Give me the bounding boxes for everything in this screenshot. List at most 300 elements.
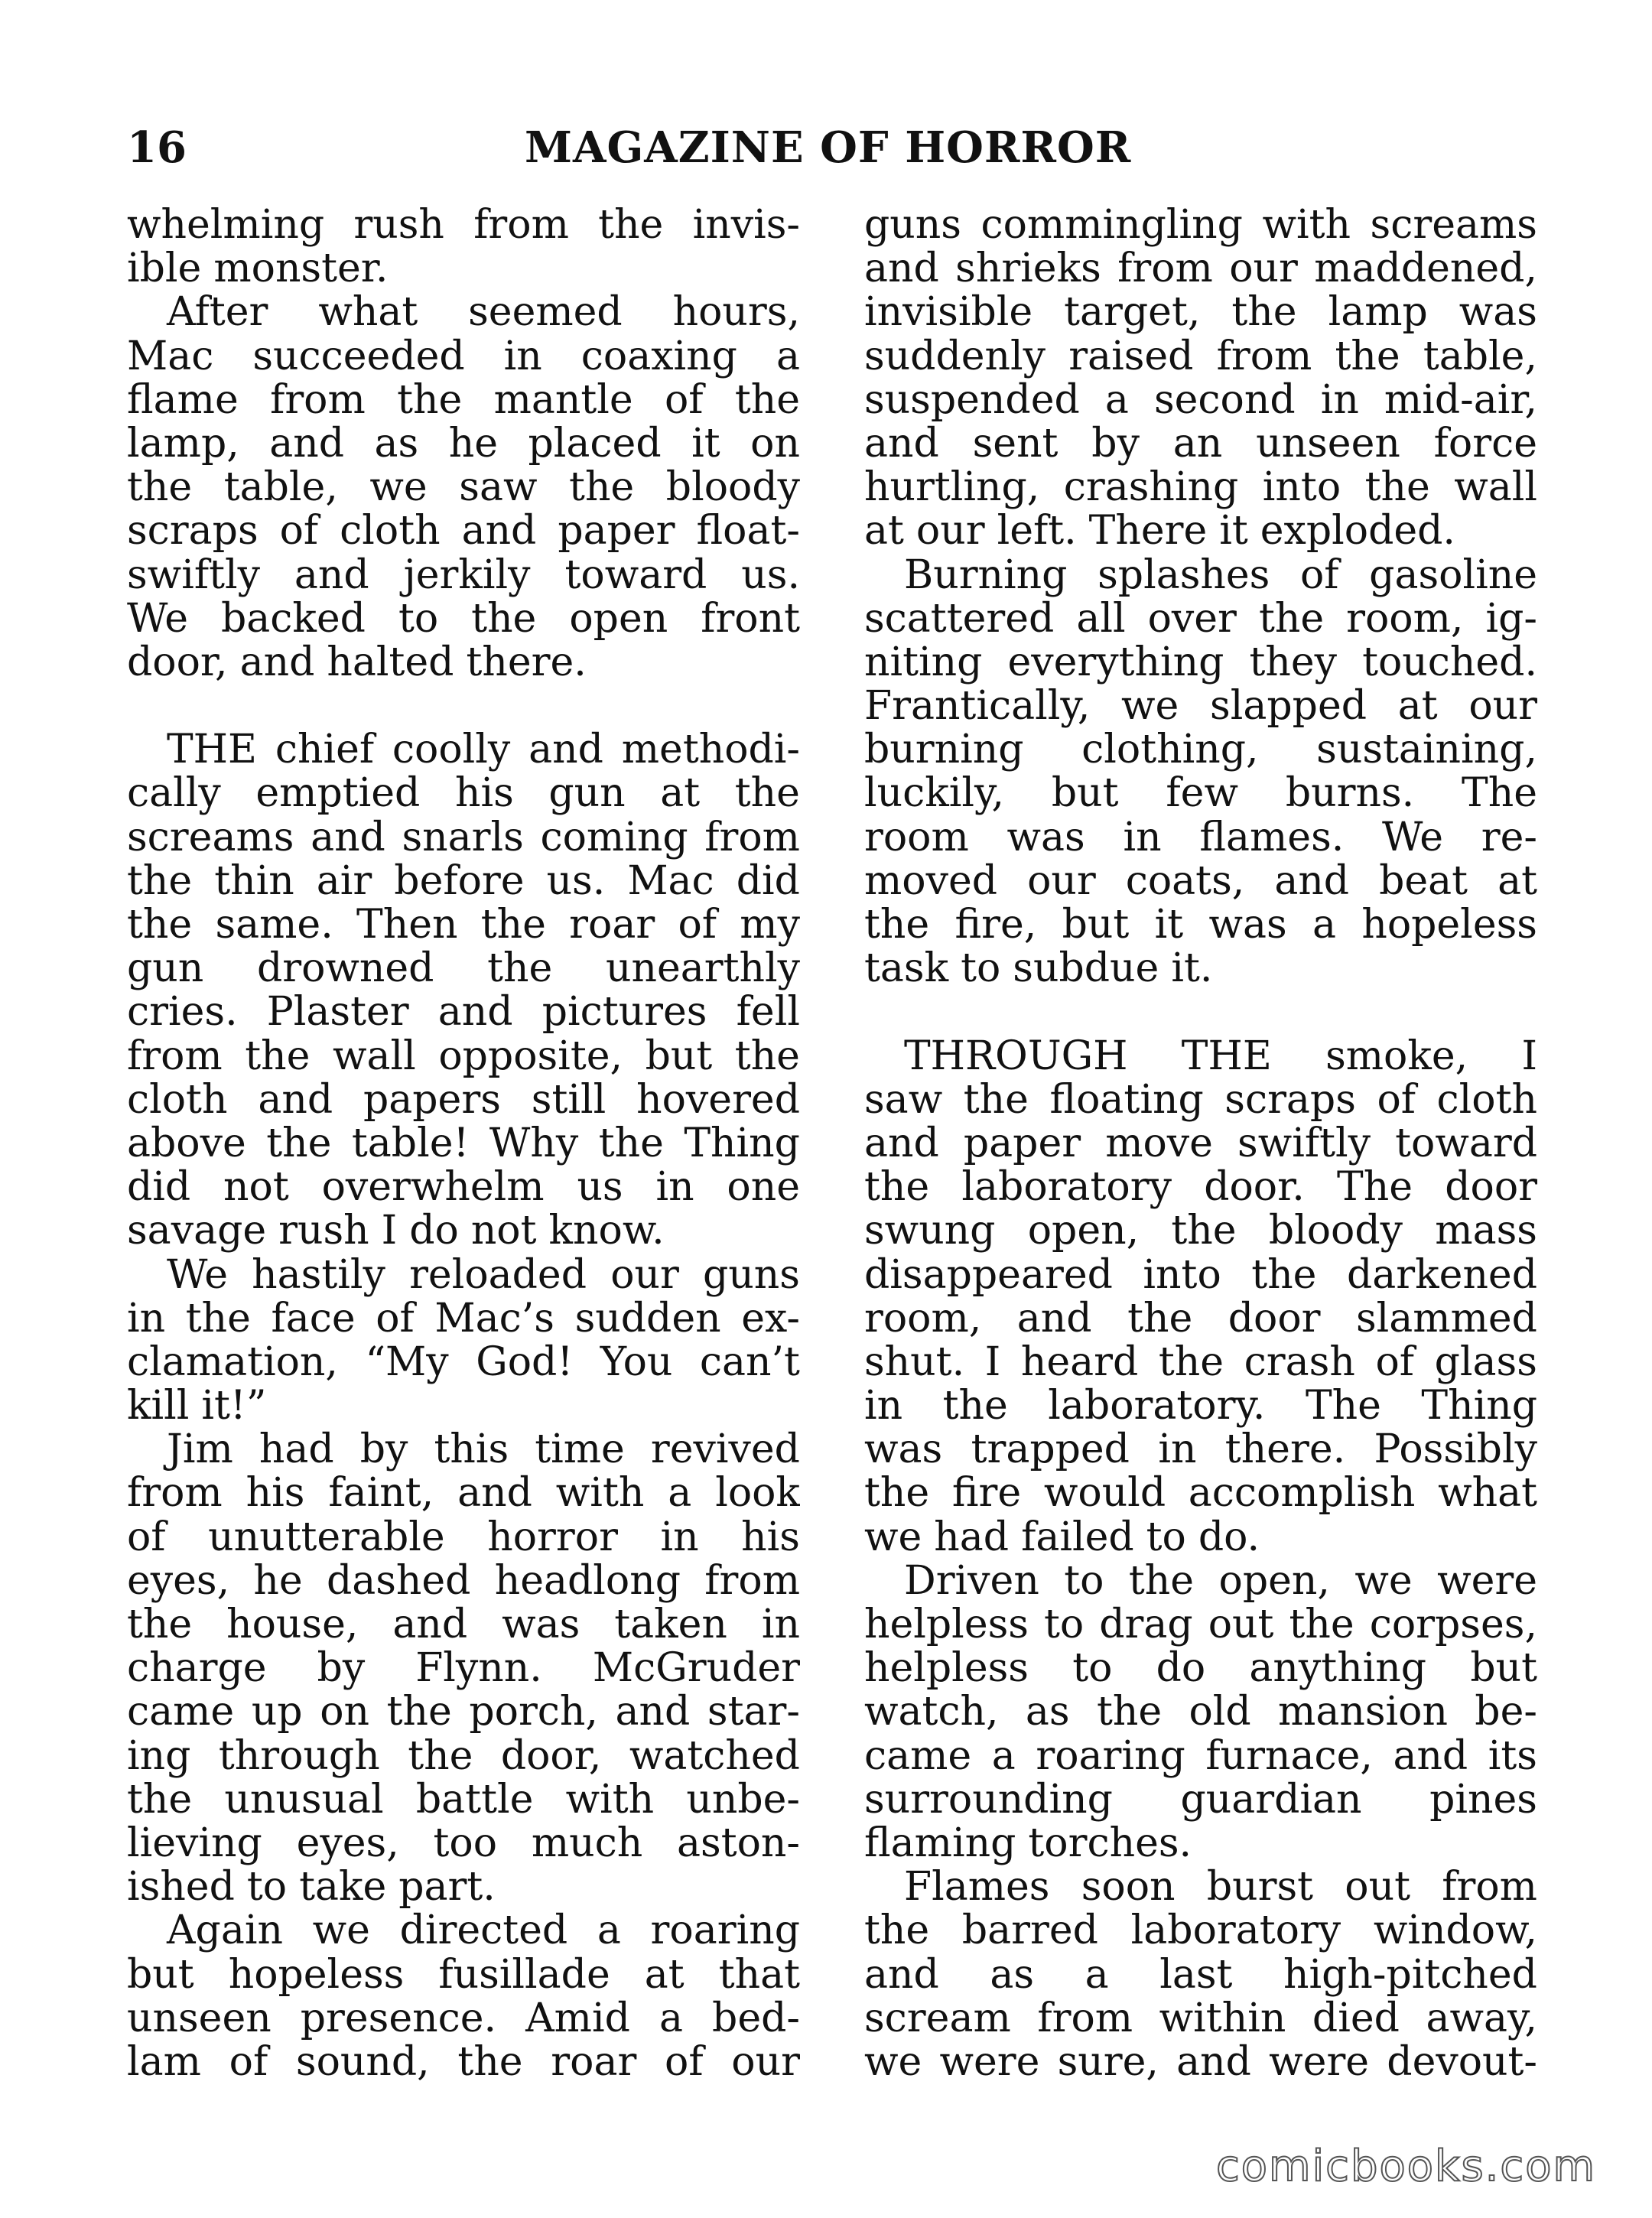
word: the bbox=[397, 376, 463, 423]
word: open, bbox=[1027, 1208, 1140, 1254]
word: a bbox=[991, 1732, 1016, 1779]
word: there. bbox=[1224, 1426, 1346, 1473]
word: mass bbox=[1435, 1208, 1537, 1254]
word: toward bbox=[1395, 1120, 1537, 1166]
word: Flynn. bbox=[415, 1645, 542, 1692]
word: re- bbox=[1481, 814, 1537, 860]
word: seemed bbox=[468, 289, 623, 336]
text-line bbox=[127, 291, 800, 334]
word: died bbox=[1312, 1995, 1400, 2041]
word: of bbox=[229, 2038, 268, 2085]
word: screams bbox=[1370, 203, 1537, 248]
word: high-pitched bbox=[1283, 1951, 1537, 1998]
word: placed bbox=[528, 420, 662, 467]
word: ex- bbox=[741, 1295, 800, 1342]
word: were bbox=[1437, 1557, 1537, 1604]
text-line bbox=[864, 1603, 1537, 1647]
word: he bbox=[253, 1557, 303, 1604]
text-line bbox=[127, 1472, 800, 1515]
word: our bbox=[1027, 857, 1096, 904]
word: crashing bbox=[1063, 464, 1239, 511]
text-line bbox=[864, 816, 1537, 860]
word: emptied bbox=[255, 770, 421, 817]
word: to bbox=[1064, 1557, 1104, 1604]
word: room bbox=[864, 814, 969, 860]
word: We bbox=[1382, 814, 1444, 860]
word: monster. bbox=[213, 246, 389, 292]
word: guns bbox=[703, 1251, 800, 1298]
word: still bbox=[531, 1076, 606, 1123]
word: Thing bbox=[1421, 1383, 1537, 1429]
word: his bbox=[246, 1470, 305, 1517]
word: unseen bbox=[1256, 420, 1400, 467]
word: we bbox=[369, 464, 428, 511]
text-line bbox=[127, 1953, 800, 1997]
word: thin bbox=[214, 857, 294, 904]
text-line bbox=[864, 1078, 1537, 1122]
text-line bbox=[127, 1428, 800, 1472]
text-line bbox=[127, 1647, 800, 1690]
word: window, bbox=[1373, 1907, 1537, 1954]
word: table! bbox=[351, 1120, 470, 1166]
text-line bbox=[127, 203, 800, 247]
word: the bbox=[127, 464, 193, 511]
word: overwhelm bbox=[321, 1164, 545, 1211]
word: horror bbox=[487, 1514, 618, 1560]
word: crash bbox=[1244, 1338, 1355, 1385]
word: star- bbox=[707, 1689, 800, 1735]
word: open bbox=[569, 595, 668, 642]
word: lamp, bbox=[127, 420, 239, 467]
text-line bbox=[864, 641, 1537, 685]
word: directed bbox=[399, 1907, 568, 1954]
word: Mac’s bbox=[434, 1295, 554, 1342]
word: what bbox=[1438, 1470, 1537, 1517]
word: it bbox=[691, 420, 720, 467]
word: door bbox=[1445, 1164, 1537, 1211]
word: were bbox=[1269, 2038, 1370, 2085]
text-line bbox=[864, 857, 1537, 904]
word: coolly bbox=[392, 727, 511, 773]
word: gun bbox=[548, 770, 626, 817]
word: the bbox=[734, 1033, 800, 1079]
text-line bbox=[864, 1516, 1537, 1559]
word: a bbox=[1104, 376, 1129, 423]
word: Flames bbox=[904, 1864, 1050, 1911]
word: kill bbox=[127, 1383, 190, 1429]
word: the bbox=[386, 1689, 452, 1735]
word: on bbox=[750, 420, 800, 467]
text-line bbox=[127, 247, 800, 291]
text-column-right bbox=[864, 203, 1537, 2100]
word: but bbox=[1062, 902, 1130, 948]
word: same. bbox=[215, 902, 333, 948]
word: us. bbox=[546, 857, 606, 904]
word: table, bbox=[1423, 333, 1537, 379]
word: I bbox=[984, 1338, 1001, 1385]
text-line bbox=[864, 947, 1537, 990]
word: out bbox=[1345, 1864, 1410, 1911]
word: luckily, bbox=[864, 770, 1005, 817]
word: flame bbox=[127, 376, 239, 423]
word: wall bbox=[332, 1033, 416, 1079]
word: everything bbox=[1007, 639, 1224, 685]
word: came bbox=[127, 1689, 235, 1735]
word: helpless bbox=[864, 1602, 1029, 1647]
word: the bbox=[734, 770, 800, 817]
word: house, bbox=[226, 1602, 359, 1647]
word: of bbox=[664, 376, 704, 423]
word: charge bbox=[127, 1645, 267, 1692]
text-line bbox=[864, 247, 1537, 291]
word: he bbox=[448, 420, 498, 467]
word: I bbox=[381, 1208, 398, 1254]
word: battle bbox=[415, 1776, 534, 1823]
word: Driven bbox=[904, 1557, 1039, 1604]
word: our bbox=[1229, 246, 1298, 292]
word: there. bbox=[466, 639, 587, 685]
word: came bbox=[864, 1732, 972, 1779]
word: drag bbox=[1099, 1602, 1193, 1647]
word: all bbox=[1076, 595, 1126, 642]
word: methodi- bbox=[621, 727, 800, 773]
word: unearthly bbox=[605, 945, 800, 992]
word: laboratory. bbox=[1048, 1383, 1266, 1429]
word: and bbox=[239, 639, 315, 685]
word: and bbox=[457, 1470, 532, 1517]
word: anything bbox=[1249, 1645, 1427, 1692]
word: disappeared bbox=[864, 1251, 1113, 1298]
word: up bbox=[251, 1689, 303, 1735]
word: the bbox=[569, 464, 635, 511]
word: taken bbox=[614, 1602, 727, 1647]
text-line bbox=[127, 1122, 800, 1166]
word: they bbox=[1249, 639, 1338, 685]
word: Mac bbox=[127, 333, 214, 379]
text-line bbox=[864, 1035, 1537, 1078]
word: Jim bbox=[167, 1426, 233, 1473]
word: Mac bbox=[627, 857, 714, 904]
word: roaring bbox=[1036, 1732, 1185, 1779]
word: the bbox=[1231, 289, 1297, 336]
page-header bbox=[127, 122, 1550, 191]
word: toward bbox=[564, 551, 707, 598]
word: in bbox=[864, 1383, 903, 1429]
word: its bbox=[1488, 1732, 1537, 1779]
word: door. bbox=[1204, 1164, 1305, 1211]
text-line bbox=[864, 1690, 1537, 1734]
word: the bbox=[127, 857, 193, 904]
word: it bbox=[1219, 508, 1248, 554]
word: air bbox=[316, 857, 372, 904]
word: jerkily bbox=[403, 551, 531, 598]
word: the bbox=[127, 902, 193, 948]
word: ible bbox=[127, 246, 202, 292]
word: from bbox=[1117, 246, 1213, 292]
word: this bbox=[434, 1426, 509, 1473]
word: would bbox=[1043, 1470, 1166, 1517]
word: but bbox=[1470, 1645, 1537, 1692]
word: watched bbox=[629, 1732, 800, 1779]
word: Amid bbox=[525, 1995, 630, 2041]
word: papers bbox=[363, 1076, 501, 1123]
word: Thing bbox=[684, 1120, 800, 1166]
word: halted bbox=[327, 639, 454, 685]
word: sustaining, bbox=[1316, 727, 1537, 773]
text-line bbox=[127, 1209, 800, 1253]
word: target, bbox=[1064, 289, 1201, 336]
word: from bbox=[704, 814, 800, 860]
word: and bbox=[1176, 2038, 1251, 2085]
word: You bbox=[600, 1338, 673, 1385]
word: but bbox=[645, 1033, 713, 1079]
text-line bbox=[127, 376, 800, 423]
word: float- bbox=[696, 508, 800, 554]
text-line bbox=[127, 466, 800, 509]
word: the bbox=[480, 902, 546, 948]
word: helpless bbox=[864, 1645, 1029, 1692]
word: mid-air, bbox=[1384, 376, 1537, 423]
word: glass bbox=[1434, 1338, 1537, 1385]
word: the bbox=[457, 2038, 523, 2085]
word: the bbox=[864, 1907, 930, 1954]
word: to bbox=[1044, 1602, 1085, 1647]
word: roar bbox=[569, 902, 655, 948]
word: pictures bbox=[541, 989, 707, 1036]
word: did bbox=[127, 1164, 191, 1211]
word: as bbox=[374, 420, 419, 467]
word: saw bbox=[864, 1076, 943, 1123]
word: and bbox=[615, 1689, 691, 1735]
word: in bbox=[127, 1295, 166, 1342]
word: in bbox=[503, 333, 542, 379]
text-line bbox=[864, 422, 1537, 466]
word: devout- bbox=[1387, 2038, 1537, 2085]
text-line bbox=[127, 1078, 800, 1122]
word: Why bbox=[489, 1120, 579, 1166]
word: of bbox=[1299, 551, 1339, 598]
word: fire bbox=[951, 1470, 1022, 1517]
text-line bbox=[127, 903, 800, 947]
word: of bbox=[1377, 1076, 1416, 1123]
word: into bbox=[1262, 464, 1341, 511]
word: unutterable bbox=[208, 1514, 445, 1560]
word: cloth bbox=[127, 1076, 228, 1123]
word: one bbox=[727, 1164, 800, 1211]
word: shut. bbox=[864, 1338, 965, 1385]
text-line bbox=[864, 335, 1537, 379]
word: of bbox=[665, 2038, 704, 2085]
word: The bbox=[1462, 770, 1537, 817]
word: of bbox=[127, 1514, 166, 1560]
word: it bbox=[1154, 902, 1184, 948]
word: within bbox=[1159, 1995, 1286, 2041]
word: the bbox=[1335, 333, 1400, 379]
word: the bbox=[127, 1602, 193, 1647]
word: to bbox=[1146, 1514, 1186, 1560]
word: coats, bbox=[1125, 857, 1245, 904]
word: and bbox=[258, 1076, 333, 1123]
word: a bbox=[597, 1907, 621, 1954]
word: chief bbox=[275, 727, 375, 773]
text-line bbox=[864, 1297, 1537, 1341]
word: were bbox=[939, 2038, 1040, 2085]
word: face bbox=[271, 1295, 356, 1342]
word: the bbox=[471, 595, 537, 642]
word: eyes, bbox=[296, 1820, 399, 1866]
word: heard bbox=[1020, 1338, 1139, 1385]
word: the bbox=[408, 1732, 473, 1779]
word: sent bbox=[972, 420, 1059, 467]
section-break bbox=[127, 685, 800, 728]
word: paper bbox=[963, 1120, 1081, 1166]
word: through bbox=[218, 1732, 380, 1779]
text-line bbox=[864, 1909, 1537, 1953]
word: God! bbox=[476, 1338, 574, 1385]
word: presence. bbox=[300, 1995, 497, 2041]
text-line bbox=[864, 1865, 1537, 1909]
word: scraps bbox=[127, 508, 259, 554]
word: coming bbox=[540, 814, 688, 860]
text-line bbox=[127, 1251, 800, 1298]
word: in bbox=[660, 1514, 699, 1560]
word: few bbox=[1166, 770, 1238, 817]
word: the bbox=[487, 945, 553, 992]
word: gasoline bbox=[1369, 551, 1537, 598]
word: fell bbox=[736, 989, 800, 1036]
word: swiftly bbox=[1237, 1120, 1371, 1166]
text-line bbox=[127, 2038, 800, 2085]
word: with bbox=[555, 1470, 645, 1517]
text-line bbox=[864, 1559, 1537, 1603]
word: by bbox=[359, 1426, 408, 1473]
word: the bbox=[864, 902, 930, 948]
word: moved bbox=[864, 857, 998, 904]
word: we bbox=[1121, 683, 1179, 730]
word: pines bbox=[1429, 1776, 1537, 1823]
word: a bbox=[668, 1470, 692, 1517]
text-line bbox=[127, 816, 800, 860]
word: our bbox=[731, 2038, 800, 2085]
word: ig- bbox=[1485, 595, 1537, 642]
text-line bbox=[127, 1909, 800, 1953]
text-line bbox=[864, 1428, 1537, 1472]
word: THE bbox=[167, 727, 257, 773]
word: swiftly bbox=[127, 551, 260, 598]
word: soon bbox=[1081, 1864, 1176, 1911]
word: of bbox=[678, 902, 717, 948]
word: the bbox=[1127, 1295, 1193, 1342]
word: the bbox=[864, 1470, 930, 1517]
word: hopeless bbox=[228, 1951, 405, 1998]
word: from bbox=[1216, 333, 1312, 379]
word: savage bbox=[127, 1208, 267, 1254]
word: it. bbox=[1171, 945, 1213, 992]
word: McGruder bbox=[592, 1645, 800, 1692]
word: by bbox=[1091, 420, 1140, 467]
word: door, bbox=[127, 639, 228, 685]
word: to bbox=[398, 595, 439, 642]
word: slapped bbox=[1210, 683, 1367, 730]
word: table, bbox=[223, 464, 338, 511]
word: second bbox=[1153, 376, 1296, 423]
text-line bbox=[864, 1953, 1537, 1997]
text-line bbox=[127, 1035, 800, 1078]
word: sudden bbox=[574, 1295, 721, 1342]
text-line bbox=[864, 903, 1537, 947]
word: cally bbox=[127, 770, 221, 817]
text-line bbox=[864, 2038, 1537, 2085]
word: at bbox=[660, 770, 701, 817]
word: the bbox=[1289, 1602, 1354, 1647]
word: in bbox=[1123, 814, 1162, 860]
text-line bbox=[127, 335, 800, 379]
word: torches. bbox=[1028, 1820, 1192, 1866]
word: from bbox=[1037, 1995, 1133, 2041]
word: and bbox=[392, 1602, 468, 1647]
text-line bbox=[127, 641, 800, 685]
word: and bbox=[864, 1951, 939, 1998]
text-line bbox=[864, 1997, 1537, 2041]
word: and bbox=[294, 551, 369, 598]
word: scraps bbox=[1224, 1076, 1356, 1123]
word: splashes bbox=[1098, 551, 1270, 598]
text-line bbox=[864, 1472, 1537, 1515]
word: slammed bbox=[1355, 1295, 1537, 1342]
word: hopeless bbox=[1361, 902, 1537, 948]
word: the bbox=[1251, 1251, 1317, 1298]
text-line bbox=[127, 1822, 800, 1865]
word: ing bbox=[127, 1732, 191, 1779]
word: The bbox=[1337, 1164, 1413, 1211]
word: too bbox=[433, 1820, 498, 1866]
word: task bbox=[864, 945, 949, 992]
text-line bbox=[864, 685, 1537, 728]
word: paper bbox=[558, 508, 675, 554]
word: in bbox=[1158, 1426, 1197, 1473]
word: fusillade bbox=[438, 1951, 610, 1998]
text-line bbox=[864, 551, 1537, 598]
word: us bbox=[577, 1164, 623, 1211]
text-line bbox=[127, 728, 800, 772]
text-line bbox=[127, 597, 800, 641]
word: the bbox=[1128, 1557, 1195, 1604]
word: in bbox=[761, 1602, 800, 1647]
text-line bbox=[864, 1122, 1537, 1166]
word: front bbox=[701, 595, 800, 642]
word: a bbox=[659, 1995, 683, 2041]
word: a bbox=[776, 333, 800, 379]
text-line bbox=[127, 1516, 800, 1559]
word: aston- bbox=[677, 1820, 800, 1866]
word: surrounding bbox=[864, 1776, 1113, 1823]
word: by bbox=[317, 1645, 366, 1692]
word: coaxing bbox=[580, 333, 737, 379]
word: There bbox=[1088, 508, 1208, 554]
word: and bbox=[269, 420, 345, 467]
word: from bbox=[127, 1033, 223, 1079]
word: roaring bbox=[650, 1907, 800, 1954]
word: our bbox=[610, 1251, 679, 1298]
word: out bbox=[1208, 1602, 1274, 1647]
word: After bbox=[167, 289, 268, 336]
word: and bbox=[311, 814, 385, 860]
word: maddened, bbox=[1314, 246, 1537, 292]
word: the bbox=[734, 376, 800, 423]
word: his bbox=[741, 1514, 800, 1560]
word: left. bbox=[997, 508, 1077, 554]
text-column-left bbox=[127, 203, 800, 2100]
